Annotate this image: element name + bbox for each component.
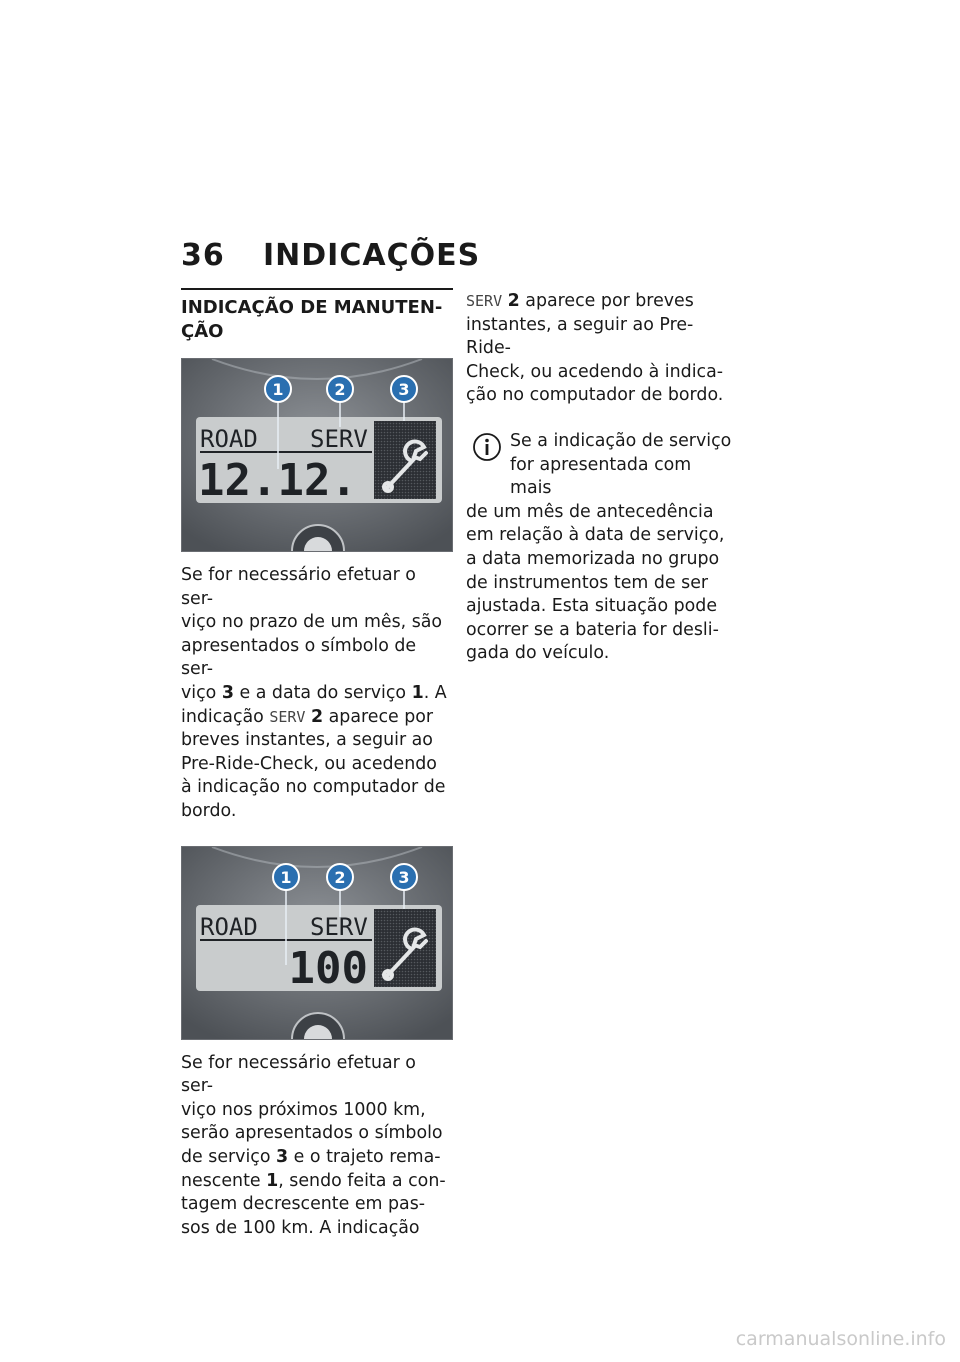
lcd-road-label: ROAD bbox=[200, 425, 258, 453]
right-column bbox=[466, 290, 738, 666]
lcd-serv-label: SERV bbox=[310, 912, 368, 941]
paragraph-continued: SERV 2 aparece por breves instantes, a seguir ao Pre-Ride- Check, ou acedendo à indica- ção no computador de bordo. bbox=[466, 291, 724, 406]
info-note: Se a indicação de serviço for apresentada com mais de um mês de antecedência em relação à data de serviço, a data memorizada no grupo de instrumentos tem de ser ajustada. Esta situação pode ocorrer se a bateria for desli- gada do veículo. bbox=[466, 430, 732, 664]
lcd-road-label: ROAD bbox=[200, 912, 258, 941]
lcd-remaining-distance: 100 bbox=[288, 942, 368, 994]
paragraph-service-distance: Se for necessário efetuar o ser- viço nos próximos 1000 km, serão apresentados o símbolo de serviço 3 e o trajeto rema- nescente 1, sendo feita a con- tagem decrescente em pas- sos de 100 km. A indicação bbox=[181, 1052, 446, 1238]
info-icon bbox=[472, 432, 502, 462]
lcd-serv-label: SERV bbox=[310, 425, 368, 453]
callout-2: 2 bbox=[334, 867, 346, 887]
callout-3: 3 bbox=[398, 380, 410, 399]
instrument-display-figure-distance bbox=[181, 846, 453, 1040]
instrument-display-figure-date bbox=[181, 358, 453, 552]
lcd-service-date: 12.12. bbox=[198, 455, 357, 506]
callout-1: 1 bbox=[272, 380, 284, 399]
footer-watermark: carmanualsonline.info bbox=[735, 1328, 946, 1350]
page-header bbox=[181, 238, 480, 273]
chapter-title: INDICAÇÕES bbox=[263, 238, 481, 273]
callout-3: 3 bbox=[398, 867, 410, 887]
callout-2: 2 bbox=[334, 380, 346, 399]
section-title: INDICAÇÃO DE MANUTEN- ÇÃO bbox=[181, 288, 453, 344]
paragraph-service-date: Se for necessário efetuar o ser- viço no prazo de um mês, são apresentados o símbolo de ser- viço 3 e a data do serviço 1. A indicação SERV 2 aparece por breves instantes, a seguir ao Pre-Ride-Check, ou acedendo à indicação no computador de bordo. bbox=[181, 565, 447, 821]
callout-1: 1 bbox=[280, 867, 292, 887]
page-number: 36 bbox=[181, 238, 225, 273]
left-column bbox=[181, 288, 453, 1262]
